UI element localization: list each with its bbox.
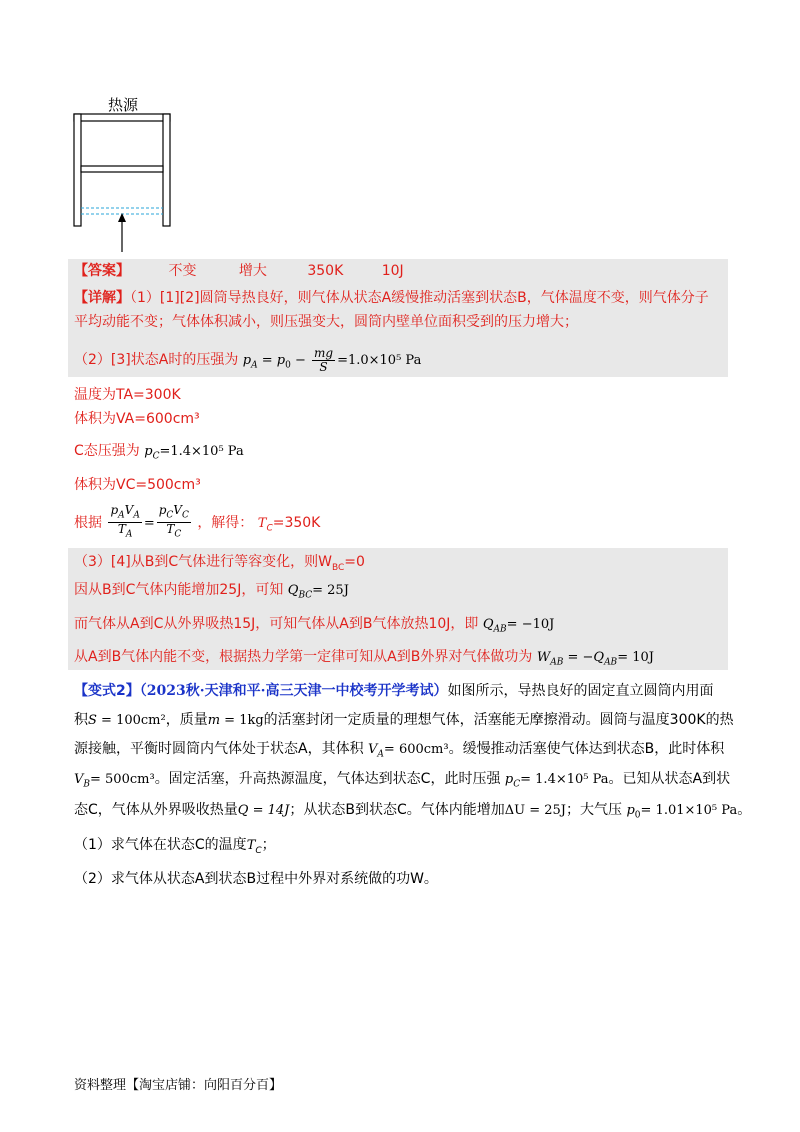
- pressure-a-value: =1.0×10⁵ Pa: [337, 353, 422, 368]
- answer-value-2: 增大: [238, 263, 267, 279]
- part3-line1-text: （3）[4]从B到C气体进行等容变化，则W: [74, 554, 332, 570]
- detail-line-2: 平均动能不变；气体体积减小，则压强变大，圆筒内壁单位面积受到的压力增大；: [74, 314, 578, 330]
- part3-line-1: [74, 551, 365, 579]
- temp-a-line: 温度为TA=300K: [74, 387, 181, 403]
- variant-m-symbol: m: [207, 713, 221, 728]
- detail-line-1: [74, 287, 709, 309]
- tc-value: =350K: [272, 514, 321, 531]
- part3-line4-text: 从A到B气体内能不变，根据热力学第一定律可知从A到B外界对气体做功为: [74, 649, 533, 665]
- variant-line5-c: ；大气压: [566, 802, 623, 818]
- variant-line-2: [74, 709, 734, 732]
- part3-line3-text: 而气体从A到C从外界吸热15J，可知气体从A到B气体放热10J，即: [74, 616, 479, 632]
- detail-tag: 【详解】: [74, 290, 130, 306]
- variant-line1-tail: 如图所示，导热良好的固定直立圆筒内用面: [447, 683, 714, 699]
- variant-p0-value: = 1.01×10⁵ Pa: [640, 803, 738, 818]
- variant-line-1: [74, 680, 713, 702]
- variant-line5-b: ；从状态B到状态C。气体内能增加: [289, 802, 505, 818]
- answer-value-3: 350K: [307, 263, 344, 279]
- gen-lead: 根据: [74, 514, 102, 531]
- variant-line-3: 源接触，平衡时圆筒内气体处于状态A，其体积 $V_A= 600cm^3$。缓慢推动活塞使气体达到状态B，此时体积: [74, 741, 725, 760]
- variant-q-value: Q = 14J: [237, 803, 290, 818]
- variant-pc-value: = 1.4×10⁵ Pa: [520, 772, 609, 787]
- part3-line1-tail: =0: [344, 554, 365, 570]
- variant-line2-c: 的活塞封闭一定质量的理想气体，活塞能无摩擦滑动。圆筒与温度300K的热: [263, 712, 734, 728]
- qab-value: = −10J: [506, 617, 555, 632]
- question-1-text: （1）求气体在状态C的温度: [74, 837, 247, 853]
- variant-s-value: = 100cm²: [96, 713, 166, 728]
- pc-lead: C态压强为: [74, 443, 140, 459]
- cylinder-diagram: [70, 110, 180, 256]
- detail-p1-line1: （1）[1][2]圆筒导热良好，则气体从状态A缓慢推动活塞到状态B，气体温度不变，则气体分子: [130, 290, 709, 306]
- footer-text: 资料整理【淘宝店铺：向阳百分百】: [74, 1078, 283, 1093]
- gen-tail: ，解得：: [197, 514, 254, 531]
- pc-value: =1.4×10⁵ Pa: [159, 444, 244, 459]
- variant-line4-b: 。已知从状态A到状: [608, 771, 731, 787]
- variant-line-4: $V_B= 500cm^3$。固定活塞，升高热源温度，气体达到状态C，此时压强 $p_C= 1.4\times 10^5$ Pa。已知从状态A到状: [74, 771, 731, 790]
- detail-line-3: [74, 345, 421, 381]
- question-2: （2）求气体从状态A到状态B过程中外界对系统做的功W。: [74, 871, 438, 887]
- part3-line-3: 而气体从A到C从外界吸热15J，可知气体从A到B气体放热10J，即 $Q_{AB}= -10J$: [74, 616, 555, 635]
- variant-tag: 【变式2】: [74, 683, 140, 699]
- question-1: （1）求气体在状态C的温度$T_C$；: [74, 837, 276, 856]
- part3-line-4: 从A到B气体内能不变，根据热力学第一定律可知从A到B外界对气体做功为 $W_{AB} = -Q_{AB}= 10J$: [74, 649, 654, 668]
- variant-line2-b: ，质量: [165, 712, 208, 728]
- answer-value-1: 不变: [168, 263, 197, 279]
- part3-line1-sub: BC: [331, 562, 345, 573]
- variant-line4-a: 。固定活塞，升高热源温度，气体达到状态C，此时压强: [154, 771, 501, 787]
- variant-line5-d: 。: [737, 802, 752, 818]
- variant-s-symbol: S: [88, 713, 97, 728]
- variant-du-value: ΔU = 25J: [504, 803, 567, 818]
- vol-a-line: 体积为VA=600cm³: [74, 411, 200, 427]
- wab-value: = 10J: [617, 650, 654, 665]
- variant-line3-a: 源接触，平衡时圆筒内气体处于状态A，其体积: [74, 741, 364, 757]
- variant-line-5: 态C，气体从外界吸收热量Q = 14J；从状态B到状态C。气体内能增加ΔU = 25J；大气压 $p_0= 1.01\times 10^5$ Pa。: [74, 802, 752, 821]
- variant-line3-b: 。缓慢推动活塞使气体达到状态B，此时体积: [448, 741, 725, 757]
- answer-line: [74, 260, 404, 282]
- pressure-a-formula: $p_A = p_0$ − $\frac{mg}{S}$ =1.0×10⁵ Pa: [242, 346, 422, 374]
- vol-c-line: 体积为VC=500cm³: [74, 477, 201, 493]
- variant-line5-a: 态C，气体从外界吸收热量: [74, 802, 238, 818]
- variant-vb-value: = 500cm³: [90, 772, 155, 787]
- part3-line2-text: 因从B到C气体内能增加25J，可知: [74, 582, 284, 598]
- question-1-tail: ；: [261, 837, 276, 853]
- detail-p2-lead: （2）[3]状态A时的压强为: [74, 352, 239, 368]
- variant-line2-a: 积: [74, 712, 88, 728]
- heat-source-label: 热源: [108, 96, 139, 114]
- variant-m-value: = 1kg: [220, 713, 264, 728]
- part3-line-2: 因从B到C气体内能增加25J，可知 $Q_{BC}= 25J$: [74, 582, 349, 601]
- pc-line: C态压强为 $p_C=1.4\times 10^5$ Pa: [74, 443, 244, 462]
- answer-tag: 【答案】: [74, 263, 130, 279]
- qbc-value: = 25J: [312, 583, 349, 598]
- variant-source: （2023秋·天津和平·高三天津一中校考开学考试）: [139, 683, 448, 699]
- variant-va-value: = 600cm³: [383, 742, 449, 757]
- general-law-line: 根据 $\frac{p_AV_A}{T_A}$ = $\frac{p_CV_C}{T_C}$ ，解得： $T_C=350K$: [74, 503, 321, 540]
- answer-value-4: 10J: [381, 263, 404, 279]
